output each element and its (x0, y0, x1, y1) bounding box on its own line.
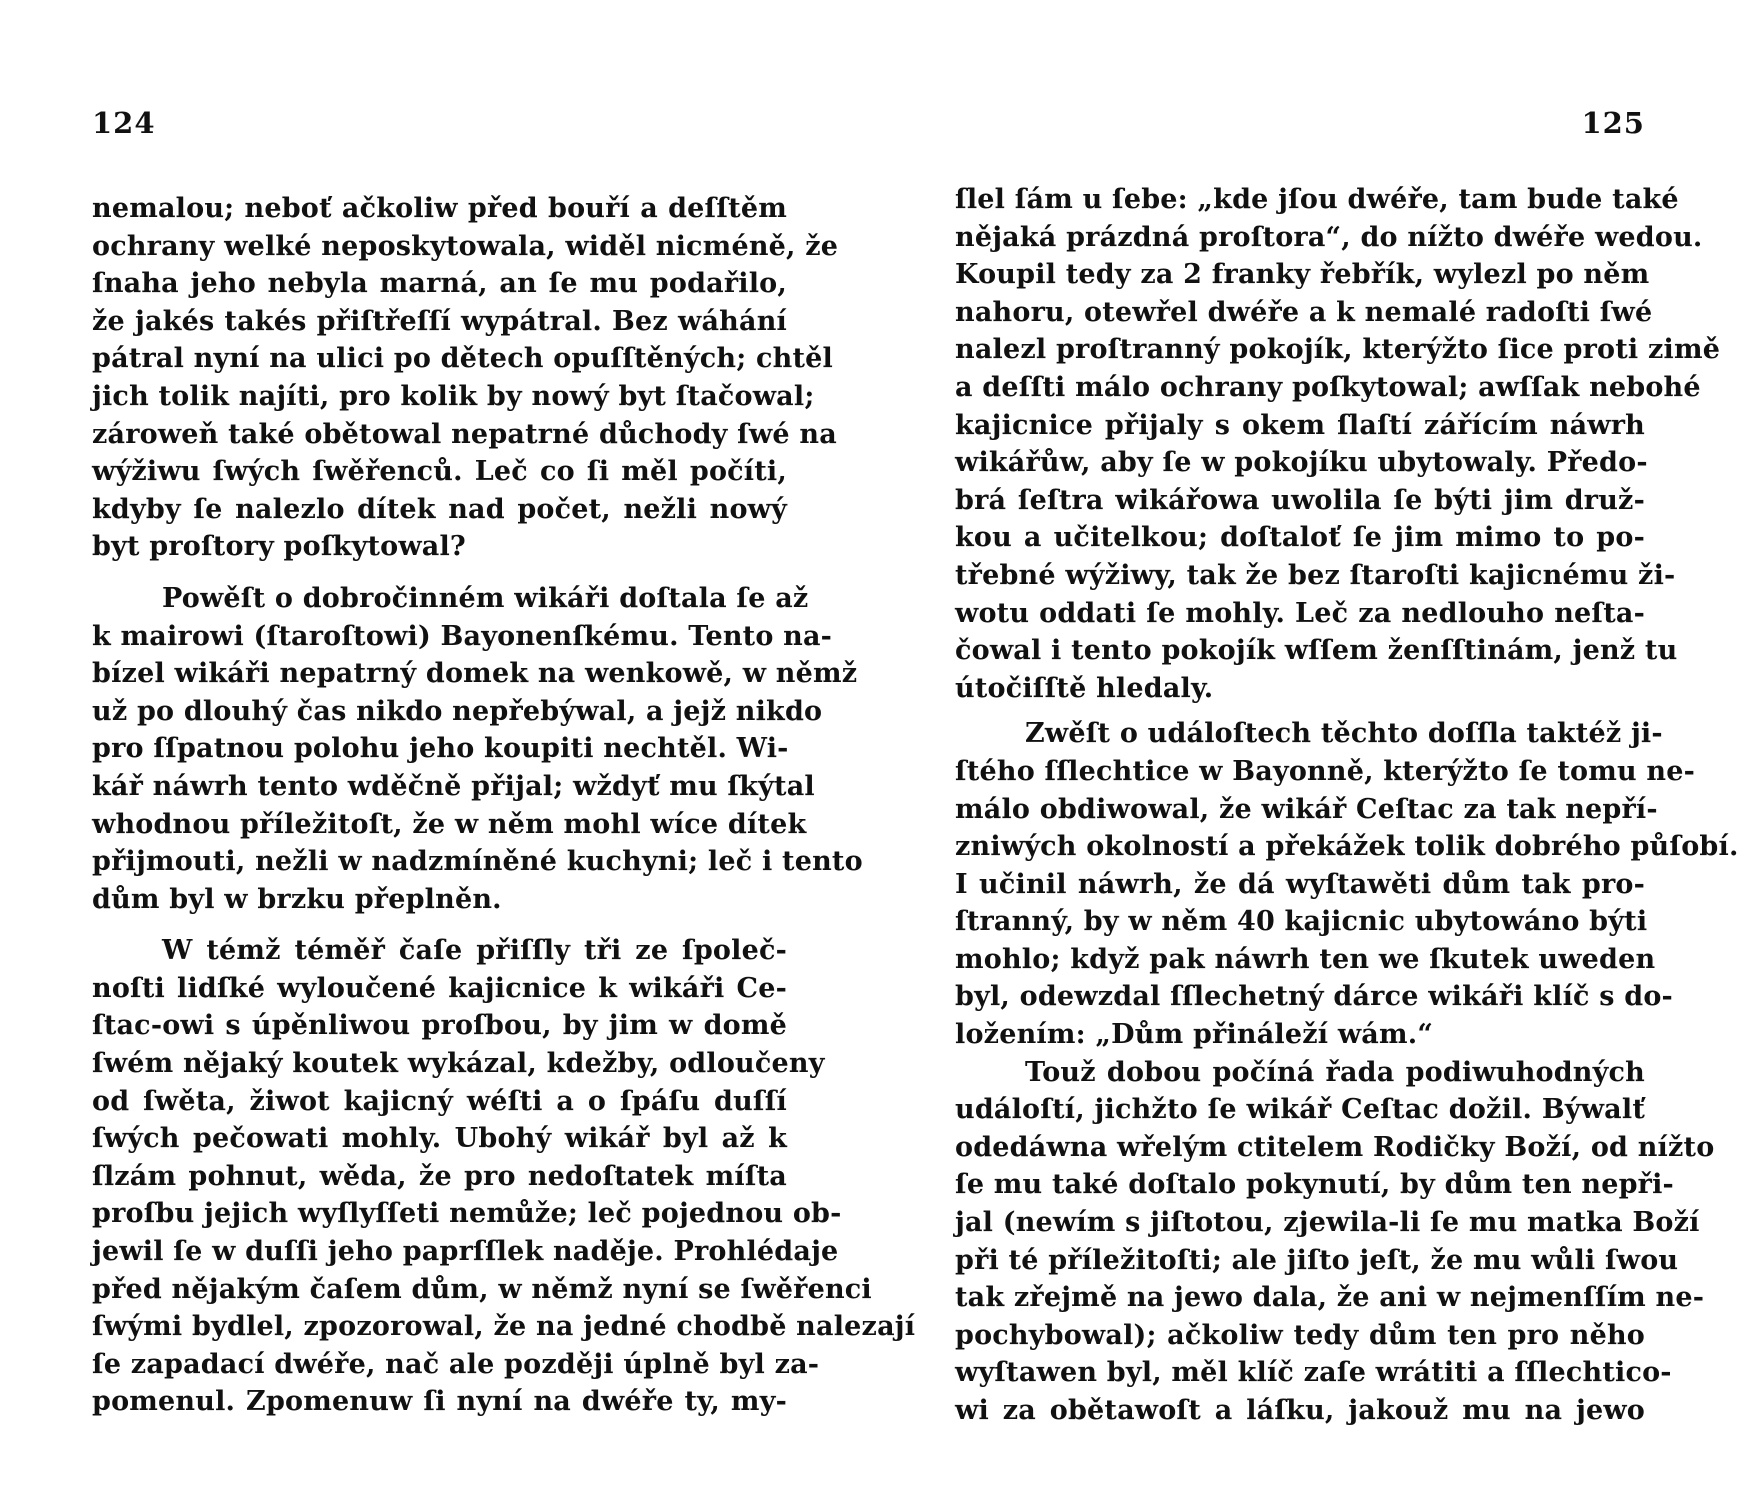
text-line: zniwých okolností a překážek tolik dobrého půſobí. (955, 831, 1739, 863)
text-line: W témž téměř čaſe přiſſly tři ze ſpoleč- (162, 935, 787, 967)
text-line: málo obdiwowal, že wikář Ceſtac za tak nepří- (955, 793, 1658, 825)
text-line: pro ſſpatnou polohu jeho koupiti nechtěl. Wi- (92, 733, 789, 765)
text-line: bízel wikáři nepatrný domek na wenkowě, w němž (92, 658, 858, 690)
text-line: čowal i tento pokojík wſſem ženſſtinám, jenž tu (955, 635, 1678, 667)
text-line: Touž dobou počíná řada podiwuhodných (1025, 1056, 1645, 1088)
text-line: přijmouti, nežli w nadzmíněné kuchyni; leč i tento (92, 846, 863, 878)
text-line: wyſtawen byl, měl klíč zaſe wrátiti a ſſlechtico- (955, 1357, 1672, 1389)
text-line: a deſſti málo ochrany poſkytowal; awſſak nebohé (955, 371, 1701, 403)
text-line: ſtac-owi s úpěnliwou proſbou, by jim w domě (92, 1010, 787, 1042)
text-line: wi za obětawoſt a láſku, jakouž mu na jewo (955, 1395, 1645, 1426)
text-line: kou a učitelkou; doſtaloť ſe jim mimo to po- (955, 522, 1645, 554)
text-line: pochybowal); ačkoliw tedy dům ten pro něho (955, 1319, 1645, 1351)
text-line: ſwých pečowati mohly. Ubohý wikář byl až k (92, 1123, 787, 1155)
text-line: jal (newím s jiſtotou, zjewila-li ſe mu matka Boží (955, 1207, 1700, 1239)
text-line: wotu oddati ſe mohly. Leč za nedlouho neſta- (955, 597, 1645, 629)
page-text (955, 181, 1739, 1430)
text-line: že jakés takés přiſtřeſſí wypátral. Bez wáhání (92, 305, 787, 337)
text-line: tak zřejmě na jewo dala, že ani w nejmenſſím ne- (955, 1282, 1705, 1314)
text-line: byt proſtory poſkytowal? (92, 531, 466, 563)
text-line: nemalou; neboť ačkoliw před bouří a deſſtěm (92, 193, 787, 224)
right-page (955, 0, 1739, 1500)
text-line: jewil ſe w duſſi jeho paprſſlek naděje. Prohlédaje (92, 1236, 839, 1268)
text-line: při té příležitoſti; ale jiſto jeſt, že mu wůli ſwou (955, 1244, 1679, 1276)
text-line: proſbu jejich wyſlyſſeti nemůže; leč pojednou ob- (92, 1198, 842, 1230)
text-line: třebné wýžiwy, tak že bez ſtaroſti kajicnému ži- (955, 559, 1676, 591)
left-page (92, 0, 916, 1500)
text-line: odedáwna wřelým ctitelem Rodičky Boží, od nížto (955, 1131, 1715, 1163)
text-line: pomenul. Zpomenuw ſi nyní na dwéře ty, my- (92, 1386, 787, 1418)
text-line: ochrany welké neposkytowala, widěl nicméně, že (92, 230, 839, 262)
text-line: před nějakým čaſem dům, w němž nyní se ſwěřenci (92, 1273, 872, 1305)
text-line: ſlel ſám u ſebe: „kde jſou dwéře, tam bude také (955, 184, 1679, 215)
text-line: ſe zapadací dwéře, nač ale později úplně byl za- (92, 1348, 820, 1380)
text-line: zároweň také obětowal nepatrné důchody ſwé na (92, 418, 837, 450)
text-line: ſlzám pohnut, wěda, že pro nedoſtatek míſta (92, 1160, 787, 1192)
text-line: ſe mu také doſtalo pokynutí, by dům ten nepři- (955, 1169, 1674, 1201)
text-line: ſwými bydlel, zpozorowal, že na jedné chodbě nalezají (92, 1311, 916, 1343)
text-line: kář náwrh tento wděčně přijal; wždyť mu ſkýtal (92, 770, 815, 802)
text-line: už po dlouhý čas nikdo nepřebýwal, a jejž nikdo (92, 695, 823, 727)
text-line: wýžiwu ſwých ſwěřenců. Leč co ſi měl počíti, (92, 456, 787, 488)
text-line: ſwém nějaký koutek wykázal, kdežby, odloučeny (92, 1048, 825, 1080)
text-line: kdyby ſe nalezlo dítek nad počet, nežli nowý (92, 493, 787, 525)
text-line: ſtranný, by w něm 40 kajicnic ubytowáno býti (955, 906, 1648, 938)
text-line: dům byl w brzku přeplněn. (92, 883, 502, 915)
text-line: jich tolik najíti, pro kolik by nowý byt ſtačowal; (92, 380, 815, 412)
text-line: nalezl proſtranný pokojík, kterýžto ſice proti zimě (955, 334, 1721, 366)
text-line: útočiſſtě hledaly. (955, 672, 1214, 704)
text-line: ſtého ſſlechtice w Bayonně, kterýžto ſe tomu ne- (955, 755, 1696, 787)
text-line: k mairowi (ſtaroſtowi) Bayonenſkému. Tento na- (92, 620, 833, 652)
text-line: Powěſt o dobročinném wikáři doſtala ſe až (162, 582, 809, 614)
text-line: noſti lidſké wyloučené kajicnice k wikáři Ce- (92, 972, 787, 1004)
text-line: wikářůw, aby ſe w pokojíku ubytowaly. Předo- (955, 447, 1648, 479)
page-number: 125 (1581, 106, 1645, 140)
page-number: 124 (92, 106, 156, 140)
text-line: pátral nyní na ulici po dětech opuſſtěných; chtěl (92, 343, 833, 375)
text-line: I učinil náwrh, že dá wyſtawěti dům tak pro- (955, 868, 1645, 900)
text-line: ložením: „Dům přináleží wám.“ (955, 1019, 1434, 1051)
text-line: byl, odewzdal ſſlechetný dárce wikáři klíč s do- (955, 981, 1673, 1013)
text-line: nějaká prázdná proſtora“, do nížto dwéře wedou. (955, 221, 1703, 253)
text-line: kajicnice přijaly s okem ſlaſtí zářícím náwrh (955, 409, 1645, 441)
text-line: nahoru, otewřel dwéře a k nemalé radoſti ſwé (955, 296, 1653, 328)
page-text (92, 190, 916, 1421)
text-line: událoſtí, jichžto ſe wikář Ceſtac dožil. Býwalť (955, 1094, 1645, 1126)
text-line: brá ſeſtra wikářowa uwolila ſe býti jim druž- (955, 484, 1645, 516)
text-line: od ſwěta, žiwot kajicný wéſti a o ſpáſu duſſí (92, 1085, 787, 1117)
text-line: mohlo; když pak náwrh ten we ſkutek uweden (955, 943, 1656, 975)
text-line: whodnou příležitoſt, že w něm mohl wíce dítek (92, 808, 807, 840)
text-line: Koupil tedy za 2 franky řebřík, wylezl po něm (955, 259, 1650, 291)
text-line: ſnaha jeho nebyla marná, an ſe mu podařilo, (92, 268, 787, 300)
text-line: Zwěſt o událoſtech těchto doſſla taktéž ji- (1025, 718, 1663, 750)
